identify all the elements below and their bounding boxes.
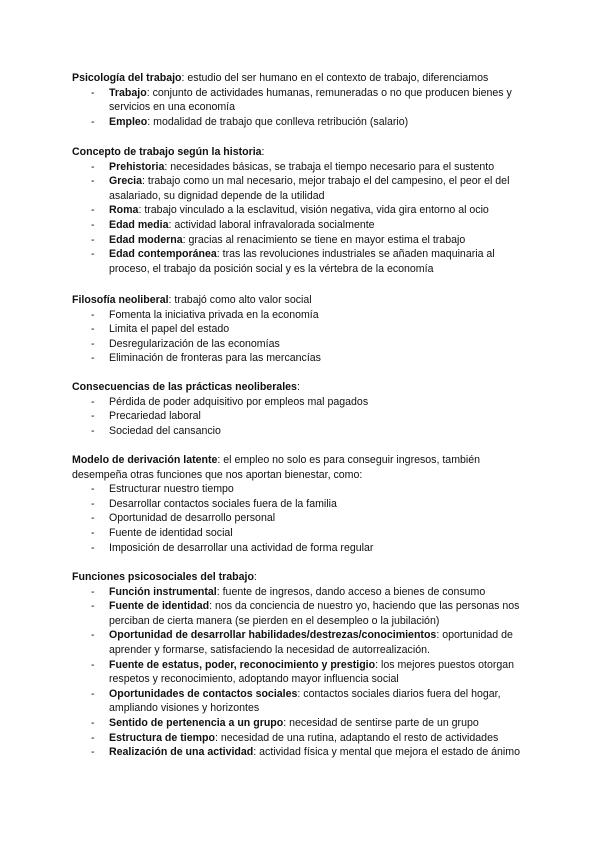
- item-text: : tras las revoluciones industriales se añaden maquinaria al proceso, el trabajo da posición social y es la vértebra de la economía: [109, 248, 495, 275]
- heading-text: :: [253, 571, 257, 583]
- psychosocial-functions-list: [72, 585, 534, 760]
- section-filosofia-neoliberal: [72, 293, 534, 366]
- item-term: Oportunidad de desarrollar habilidades/destrezas/conocimientos: [109, 629, 437, 642]
- list-item: [72, 115, 534, 130]
- section-consecuencias: [72, 380, 534, 438]
- item-term: Edad moderna: [109, 233, 183, 246]
- item-term: Trabajo: [109, 86, 147, 99]
- item-term: Realización de una actividad: [109, 746, 254, 759]
- consequences-list: [72, 395, 534, 439]
- list-item: [72, 731, 534, 746]
- item-term: Estructura de tiempo: [109, 731, 215, 744]
- heading-term: Filosofía neoliberal: [72, 294, 169, 306]
- heading-text: :: [261, 146, 265, 158]
- list-item: - Sociedad del cansancio: [72, 424, 534, 439]
- list-item: - Fomenta la iniciativa privada en la economía: [72, 308, 534, 323]
- item-term: Edad contemporánea: [109, 248, 217, 261]
- section-heading: [72, 453, 534, 482]
- heading-text: : estudio del ser humano en el contexto de trabajo, diferenciamos: [181, 72, 489, 84]
- list-item: - Precariedad laboral: [72, 409, 534, 424]
- item-term: Empleo: [109, 115, 148, 128]
- item-term: Edad media: [109, 218, 169, 231]
- list-item: - Oportunidad de desarrollo personal: [72, 511, 534, 526]
- section-heading: [72, 380, 534, 395]
- section-heading: [72, 293, 534, 308]
- section-concepto-historia: [72, 145, 534, 276]
- list-item: [72, 745, 534, 760]
- section-funciones-psicosociales: [72, 570, 534, 760]
- item-term: Sentido de pertenencia a un grupo: [109, 716, 284, 729]
- heading-term: Consecuencias de las prácticas neoliberales: [72, 381, 297, 393]
- item-text: : necesidad de sentirse parte de un grupo: [283, 716, 479, 729]
- item-text: : necesidad de una rutina, adaptando el resto de actividades: [214, 731, 499, 744]
- item-term: Oportunidades de contactos sociales: [109, 687, 298, 700]
- section-psicologia-del-trabajo: [72, 71, 534, 129]
- item-term: Fuente de estatus, poder, reconocimiento y prestigio: [109, 658, 376, 671]
- item-term: Grecia: [109, 175, 142, 188]
- item-text: : conjunto de actividades humanas, remuneradas o no que producen bienes y servicios en una economía: [109, 86, 512, 114]
- definitions-list: [72, 86, 534, 130]
- list-item: [72, 585, 534, 600]
- item-term: Roma: [109, 204, 139, 217]
- list-item: - Eliminación de fronteras para las mercancías: [72, 351, 534, 366]
- list-item: - Desarrollar contactos sociales fuera de la familia: [72, 497, 534, 512]
- item-text: : los mejores puestos otorgan respetos y reconocimiento, adoptando mayor influencia social: [109, 658, 515, 686]
- section-heading: [72, 71, 534, 86]
- heading-text: : el empleo no solo es para conseguir ingresos, también desempeña otras funciones que nos aportan bienestar, como:: [72, 454, 481, 481]
- item-text: : modalidad de trabajo que conlleva retribución (salario): [147, 115, 409, 128]
- list-item: - Limita el papel del estado: [72, 322, 534, 337]
- list-item: [72, 247, 534, 276]
- heading-text: : trabajó como alto valor social: [168, 294, 312, 306]
- list-item: - Imposición de desarrollar una actividad de forma regular: [72, 541, 534, 556]
- item-text: : fuente de ingresos, dando acceso a bienes de consumo: [216, 585, 486, 598]
- list-item: [72, 716, 534, 731]
- list-item: [72, 174, 534, 203]
- list-item: [72, 658, 534, 687]
- item-term: Función instrumental: [109, 585, 217, 598]
- heading-term: Funciones psicosociales del trabajo: [72, 571, 254, 583]
- list-item: [72, 628, 534, 657]
- item-text: : actividad física y mental que mejora el estado de ánimo: [253, 746, 521, 759]
- section-heading: [72, 570, 534, 585]
- heading-term: Psicología del trabajo: [72, 72, 182, 84]
- heading-term: Concepto de trabajo según la historia: [72, 146, 262, 158]
- item-text: : contactos sociales diarios fuera del hogar, ampliando visiones y horizontes: [109, 687, 501, 715]
- heading-text: :: [296, 381, 300, 393]
- item-term: Prehistoria: [109, 160, 165, 173]
- latent-functions-list: [72, 482, 534, 555]
- item-text: : oportunidad de aprender y formarse, satisfaciendo la necesidad de autorrealización.: [109, 629, 513, 656]
- list-item: [72, 233, 534, 248]
- item-text: : trabajo como un mal necesario, mejor trabajo el del campesino, el peor el del asalariado, su dignidad depende de la utilidad: [109, 175, 510, 202]
- item-text: : nos da conciencia de nuestro yo, haciendo que las personas nos perciban de cierta manera (se pierden en el desempleo o la jubilación): [109, 600, 520, 627]
- item-text: : gracias al renacimiento se tiene en mayor estima el trabajo: [182, 233, 466, 246]
- history-list: [72, 160, 534, 277]
- section-heading: [72, 145, 534, 160]
- list-item: - Fuente de identidad social: [72, 526, 534, 541]
- neoliberal-list: [72, 308, 534, 366]
- item-text: : trabajo vinculado a la esclavitud, visión negativa, vida gira entorno al ocio: [138, 204, 489, 217]
- item-text: : actividad laboral infravalorada socialmente: [168, 218, 375, 231]
- section-modelo-derivacion-latente: [72, 453, 534, 555]
- list-item: [72, 203, 534, 218]
- list-item: - Estructurar nuestro tiempo: [72, 482, 534, 497]
- heading-term: Modelo de derivación latente: [72, 454, 218, 466]
- list-item: [72, 160, 534, 175]
- list-item: - Pérdida de poder adquisitivo por empleos mal pagados: [72, 395, 534, 410]
- list-item: [72, 687, 534, 716]
- item-term: Fuente de identidad: [109, 600, 210, 613]
- list-item: [72, 599, 534, 628]
- list-item: [72, 86, 534, 115]
- list-item: [72, 218, 534, 233]
- item-text: : necesidades básicas, se trabaja el tiempo necesario para el sustento: [164, 160, 495, 173]
- list-item: - Desregularización de las economías: [72, 337, 534, 352]
